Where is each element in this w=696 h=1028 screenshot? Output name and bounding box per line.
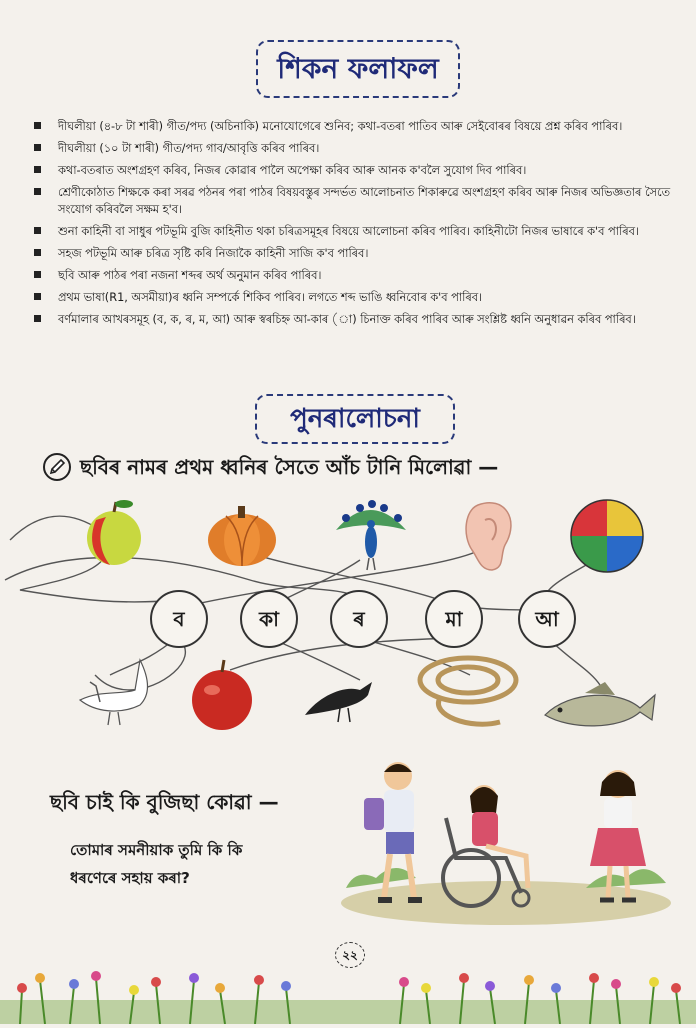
apple-icon: [87, 500, 141, 565]
heron-icon: [80, 660, 148, 725]
question-title: ছবি চাই কি বুজিছা কোৱা —: [50, 790, 279, 814]
list-item: প্ৰথম ভাষা(R1, অসমীয়া)ৰ ধ্বনি সম্পৰ্কে শিকিব পাৰিব। লগতে শব্দ ভাঙি ধ্বনিবোৰ ক'ব পাৰিব।: [30, 289, 675, 306]
list-item: শ্ৰেণীকোঠাত শিক্ষকে কৰা সৰৱ পঠনৰ পৰা পাঠৰ বিষয়বস্তুৰ সন্দৰ্ভত আলোচনাত শিকাৰুৱে অংশগ্ৰহণ কৰিব আৰু নিজৰ অভিজ্ঞতাৰ সৈতে সংযোগ কৰিবলৈ সক্ষম হ'ব।: [30, 184, 675, 218]
question-text: তোমাৰ সমনীয়াক তুমি কি কি ধৰণেৰে সহায় কৰা?: [70, 841, 243, 887]
page-number: ২২: [335, 942, 365, 968]
review-title: পুনৰালোচনা: [255, 394, 455, 444]
children-illustration: [336, 748, 676, 928]
ball-icon: [571, 500, 643, 572]
pumpkin-icon: [208, 506, 276, 566]
crow-icon: [305, 682, 372, 722]
fish-icon: [545, 682, 655, 726]
list-item: সহজ পটভূমি আৰু চৰিত্ৰ সৃষ্টি কৰি নিজাকৈ কাহিনী সাজি ক'ব পাৰিব।: [30, 245, 675, 262]
list-item: বৰ্ণমালাৰ আখৰসমূহ (ব, ক, ৰ, ম, আ) আৰু স্বৰচিহ্ন আ-কাৰ (া) চিনাক্ত কৰিব পাৰিব আৰু সংশ্লিষ্ট ধ্বনি অনুধাৱন কৰিব পাৰিব।: [30, 311, 675, 328]
rope-icon: [420, 658, 516, 724]
list-item: শুনা কাহিনী বা সাধুৰ পটভূমি বুজি কাহিনীত থকা চৰিত্ৰসমূহৰ বিষয়ে আলোচনা কৰিব পাৰিব। কাহিনীটো নিজৰ ভাষাৰে ক'ব পাৰিব।: [30, 223, 675, 240]
apple-icon: [192, 660, 252, 730]
list-item: দীঘলীয়া (১০ টা শাৰী) গীত/পদ্য গাব/আবৃত্তি কৰিব পাৰিব।: [30, 140, 675, 157]
bullet-icon: [34, 166, 41, 173]
outcomes-title: শিকন ফলাফল: [256, 40, 460, 98]
bullet-icon: [34, 315, 41, 322]
bullet-icon: [34, 188, 41, 195]
list-item: ছবি আৰু পাঠৰ পৰা নজনা শব্দৰ অৰ্থ অনুমান কৰিব পাৰিব।: [30, 267, 675, 284]
letter-circle: কা: [240, 590, 298, 648]
letter-circle: ব: [150, 590, 208, 648]
letter-circle: আ: [518, 590, 576, 648]
peacock-icon: [336, 500, 406, 570]
bullet-icon: [34, 122, 41, 129]
outcomes-list: [30, 118, 675, 333]
matching-exercise: [0, 490, 696, 750]
pencil-icon: [42, 452, 72, 487]
bullet-icon: [34, 227, 41, 234]
letter-circle: ৰ: [330, 590, 388, 648]
letter-circle: মা: [425, 590, 483, 648]
bullet-icon: [34, 144, 41, 151]
list-item: কথা-বতৰাত অংশগ্ৰহণ কৰিব, নিজৰ কোৱাৰ পালৈ অপেক্ষা কৰিব আৰু আনক ক'বলৈ সুযোগ দিব পাৰিব।: [30, 162, 675, 179]
bullet-icon: [34, 293, 41, 300]
match-instruction: ছবিৰ নামৰ প্ৰথম ধ্বনিৰ সৈতে আঁচ টানি মিলোৱা —: [42, 452, 662, 487]
bullet-icon: [34, 271, 41, 278]
ear-icon: [466, 503, 511, 570]
bullet-icon: [34, 249, 41, 256]
list-item: দীঘলীয়া (৪-৮ টা শাৰী) গীত/পদ্য (অচিনাকি) মনোযোগেৰে শুনিব; কথা-বতৰা পাতিব আৰু সেইবোৰৰ বিষয়ে প্ৰশ্ন কৰিব পাৰিব।: [30, 118, 675, 135]
